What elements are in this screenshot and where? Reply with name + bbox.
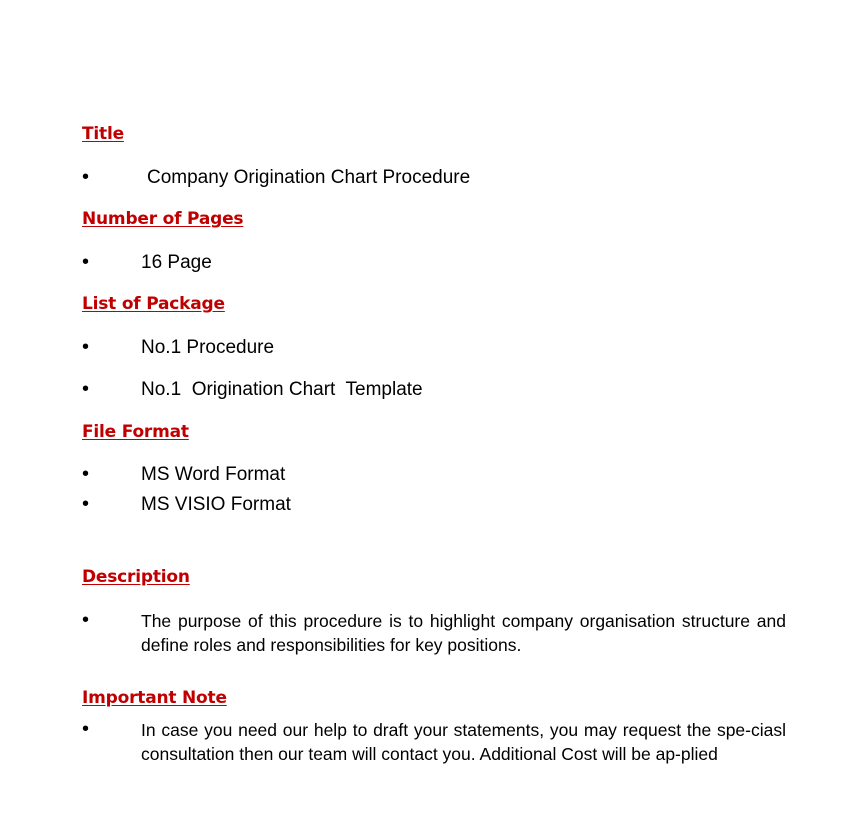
format-text: MS Word Format — [141, 464, 286, 485]
package-text: No.1 Procedure — [141, 337, 275, 358]
bullet-icon: • — [82, 378, 90, 400]
bullet-icon: • — [82, 493, 90, 515]
bullet-icon: • — [82, 718, 90, 740]
bullet-icon: • — [82, 166, 90, 188]
note-heading: Important Note — [82, 688, 227, 708]
title-text: Company Origination Chart Procedure — [147, 167, 471, 188]
pages-text: 16 Page — [141, 252, 212, 273]
title-heading: Title — [82, 124, 124, 144]
note-text: In case you need our help to draft your statements, you may request the spe-ciasl consultation then our team will contact you. Additional Cost will be ap-plied — [141, 720, 786, 764]
format-heading: File Format — [82, 422, 189, 442]
package-text: No.1 Origination Chart Template — [141, 379, 423, 400]
format-text: MS VISIO Format — [141, 494, 291, 515]
pages-heading: Number of Pages — [82, 209, 244, 229]
bullet-icon: • — [82, 251, 90, 273]
package-heading: List of Package — [82, 294, 225, 314]
bullet-icon: • — [82, 609, 90, 631]
bullet-icon: • — [82, 463, 90, 485]
description-heading: Description — [82, 567, 190, 587]
bullet-icon: • — [82, 336, 90, 358]
description-text: The purpose of this procedure is to highlight company organisation structure and define roles and responsibilities for key positions. — [141, 611, 786, 655]
